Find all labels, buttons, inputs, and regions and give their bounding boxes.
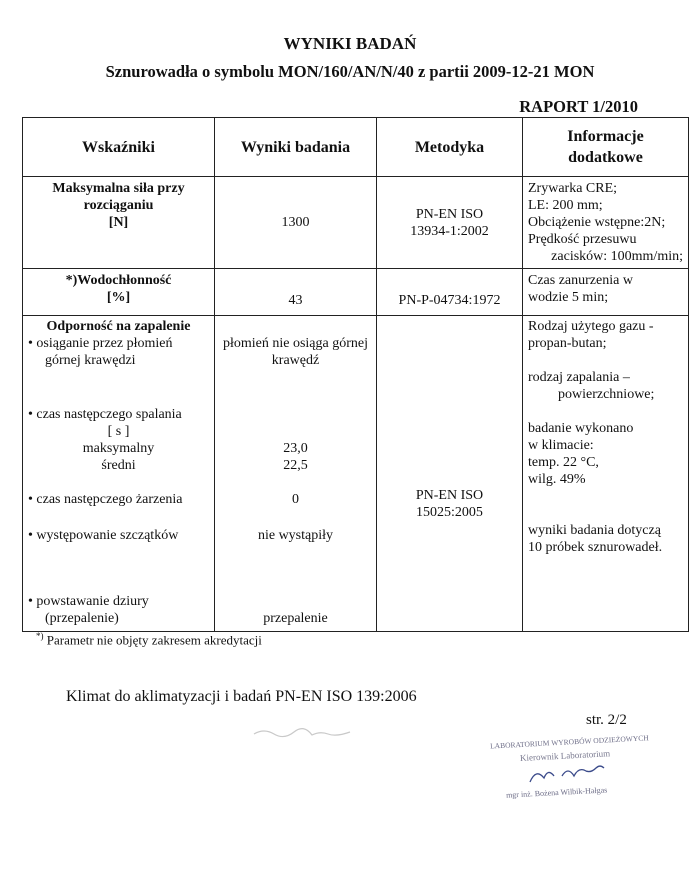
col-header-method: Metodyka — [377, 118, 523, 177]
indicator-cell: *)Wodochłonność [%] — [23, 269, 215, 316]
results-table — [22, 117, 689, 632]
table-row — [23, 269, 689, 316]
indicator-cell: Odporność na zapalenie • osiąganie przez płomień górnej krawędzi • czas następczego spalania [ s ] maksymalny średni • czas następczego żarzenia • występowanie szczątków • powstawanie dziury (przepalenie) — [23, 316, 215, 632]
result-cell: 1300 — [215, 177, 377, 269]
info-cell: Czas zanurzenia w wodzie 5 min; — [523, 269, 689, 316]
col-header-indicators: Wskaźniki — [23, 118, 215, 177]
footnote — [36, 631, 262, 648]
footnote-mark: *) — [36, 631, 44, 641]
stamp-line1: LABORATORIUM WYROBÓW ODZIEŻOWYCH — [489, 733, 649, 751]
stamp-graphic — [470, 730, 685, 800]
table-row — [23, 316, 689, 632]
page-number: str. 2/2 — [586, 712, 627, 728]
col-header-results: Wyniki badania — [215, 118, 377, 177]
faint-scribble — [250, 720, 370, 742]
info-cell: Zrywarka CRE; LE: 200 mm; Obciążenie wstępne:2N; Prędkość przesuwu zacisków: 100mm/min; — [523, 177, 689, 269]
method-cell: PN-EN ISO 15025:2005 — [377, 316, 523, 632]
method-cell: PN-EN ISO 13934-1:2002 — [377, 177, 523, 269]
col-header-info: Informacje dodatkowe — [523, 118, 689, 177]
result-cell: 43 — [215, 269, 377, 316]
document-title: WYNIKI BADAŃ — [283, 34, 417, 53]
laboratory-stamp — [470, 730, 685, 800]
signature-icon — [530, 766, 604, 782]
result-cell: płomień nie osiąga górnej krawędź 23,0 22,5 0 nie wystąpiły przepalenie — [215, 316, 377, 632]
table-row — [23, 177, 689, 269]
info-cell: Rodzaj użytego gazu - propan-butan; rodzaj zapalania – powierzchniowe; badanie wykonano w klimacie: temp. 22 °C, wilg. 49% wyniki badania dotyczą 10 próbek sznurowadeł. — [523, 316, 689, 632]
method-cell: PN-P-04734:1972 — [377, 269, 523, 316]
report-number: RAPORT 1/2010 — [519, 97, 638, 116]
climate-note: Klimat do aklimatyzacji i badań PN-EN ISO 139:2006 — [66, 688, 417, 705]
document-subtitle: Sznurowadła o symbolu MON/160/AN/N/40 z partii 2009-12-21 MON — [105, 62, 595, 81]
stamp-line3: mgr inż. Bożena Wilbik-Hałgas — [505, 785, 608, 800]
footnote-text: Parametr nie objęty zakresem akredytacji — [46, 632, 262, 648]
table-header-row — [23, 118, 689, 177]
indicator-cell: Maksymalna siła przy rozciąganiu [N] — [23, 177, 215, 269]
stamp-line2: Kierownik Laboratorium — [519, 748, 611, 763]
